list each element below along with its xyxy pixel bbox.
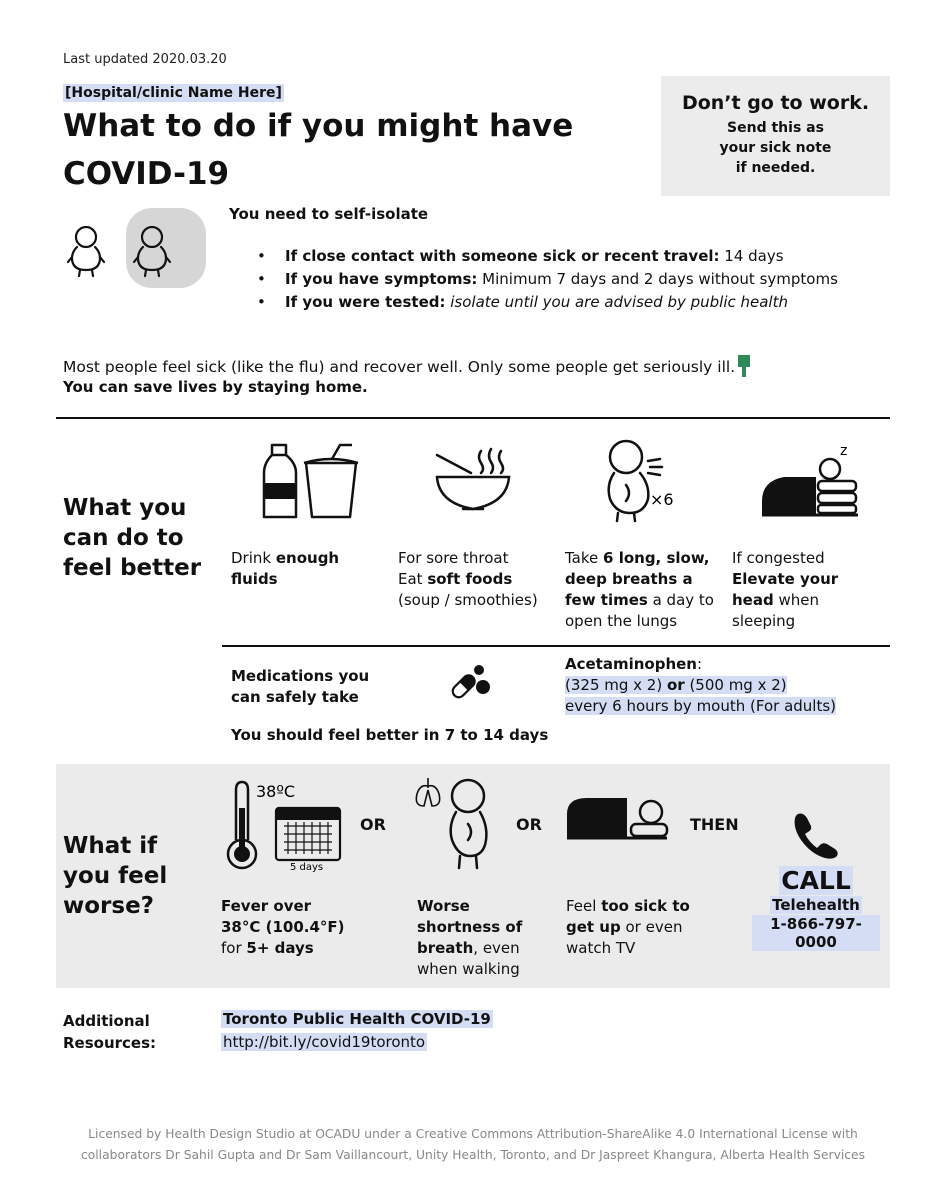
- text-line: Additional: [63, 1012, 150, 1030]
- additional-resources-label: [63, 1010, 156, 1054]
- license-footer: [60, 1124, 886, 1166]
- isolate-condition: If you were tested:: [285, 293, 446, 311]
- or-connector: OR: [360, 815, 386, 834]
- text-part: Eat: [398, 570, 428, 588]
- text-part: Feel: [566, 897, 602, 915]
- fluids-icon: [262, 443, 362, 523]
- dose-text: [565, 676, 787, 694]
- title-line: can do to: [63, 525, 184, 551]
- list-item: [257, 268, 838, 291]
- sick-note-line-2: your sick note: [719, 140, 832, 156]
- self-isolate-title: You need to self-isolate: [229, 205, 429, 223]
- text-line: Resources:: [63, 1034, 157, 1052]
- feel-better-title: [63, 493, 201, 583]
- text-line: Medications you: [231, 667, 370, 685]
- medications-label: [231, 666, 369, 708]
- text-line: when walking: [417, 960, 520, 978]
- telehealth-label: Telehealth: [772, 896, 860, 914]
- text-bold: few times: [565, 591, 648, 609]
- pills-icon: [449, 663, 497, 701]
- divider: [222, 645, 890, 647]
- deep-breath-person-icon: [604, 435, 684, 525]
- text-part: or even: [620, 918, 683, 936]
- text-bold: 5+ days: [246, 939, 314, 957]
- text-bold: enough: [275, 549, 340, 567]
- title-line-1: What to do if you might have: [63, 108, 574, 144]
- text-part: , even: [473, 939, 520, 957]
- text-bold: Worse: [417, 897, 470, 915]
- shortness-of-breath-text: [417, 896, 557, 980]
- temperature-label: 38ºC: [256, 782, 296, 801]
- isolate-condition: If close contact with someone sick or recent travel:: [285, 247, 720, 265]
- list-item: [257, 291, 838, 314]
- text-part: Take: [565, 549, 604, 567]
- text-bold: Fever over: [221, 897, 312, 915]
- text-part: a day to: [647, 591, 714, 609]
- text-bold: Elevate your: [732, 570, 839, 588]
- title-line: feel better: [63, 555, 202, 581]
- phone-icon: [791, 810, 841, 860]
- most-people-text: [63, 354, 751, 378]
- thermometer-calendar-icon: [224, 778, 344, 876]
- sick-note-box: [661, 76, 890, 196]
- text-part: Drink: [231, 549, 276, 567]
- telehealth-phone[interactable]: 1-866-797-0000: [752, 915, 880, 951]
- title-line: What if: [63, 833, 158, 859]
- text-bold: deep breaths a: [565, 570, 693, 588]
- isolate-condition: If you have symptoms:: [285, 270, 478, 288]
- self-isolate-list: [257, 245, 838, 314]
- text-bold: fluids: [231, 570, 278, 588]
- title-line: What you: [63, 495, 187, 521]
- isolate-duration: Minimum 7 days and 2 days without symptoms: [477, 270, 838, 288]
- or-connector: OR: [516, 815, 542, 834]
- resource-name: Toronto Public Health COVID-19: [223, 1010, 491, 1028]
- text-line: can safely take: [231, 688, 359, 706]
- text-line: (soup / smoothies): [398, 591, 538, 609]
- self-isolate-people-icon: [64, 206, 210, 292]
- text-bold: too sick to: [601, 897, 690, 915]
- deep-breaths-text: [565, 548, 730, 632]
- most-people-sentence: Most people feel sick (like the flu) and recover well. Only some people get seriously ill.: [63, 358, 736, 376]
- too-sick-bed-icon: [563, 794, 671, 846]
- isolate-duration: isolate until you are advised by public health: [445, 293, 788, 311]
- title-line: you feel: [63, 863, 168, 889]
- dose-frequency: every 6 hours by mouth (For adults): [565, 697, 837, 715]
- page-title: [63, 102, 583, 198]
- drink-fluids-text: [231, 548, 381, 590]
- title-line: worse?: [63, 893, 155, 919]
- list-item: [257, 245, 838, 268]
- text-line: open the lungs: [565, 612, 678, 630]
- text-bold: breath: [417, 939, 474, 957]
- text-line: sleeping: [732, 612, 796, 630]
- isolate-duration: 14 days: [719, 247, 784, 265]
- call-label: CALL: [781, 866, 851, 895]
- license-line: collaborators Dr Sahil Gupta and Dr Sam Vaillancourt, Unity Health, Toronto, and Dr Jaspreet Khangura, Alberta Health Services: [80, 1148, 866, 1162]
- hospital-name-placeholder: [Hospital/clinic Name Here]: [65, 85, 282, 101]
- last-updated: Last updated 2020.03.20: [63, 52, 227, 67]
- text-bold: soft foods: [427, 570, 513, 588]
- text-bold: 6 long, slow,: [603, 549, 710, 567]
- acetaminophen-info: Acetaminophen: (325 mg x 2) or (500 mg x 2) every 6 hours by mouth (For adults): [565, 655, 837, 715]
- title-line-2: COVID-19: [63, 156, 230, 192]
- text-bold: head: [732, 591, 774, 609]
- sick-note-heading: Don’t go to work.: [681, 92, 870, 114]
- sick-note-line-3: if needed.: [735, 160, 816, 176]
- elevate-head-text: [732, 548, 882, 632]
- soup-bowl-icon: [431, 447, 515, 517]
- save-lives-text: You can save lives by staying home.: [63, 378, 368, 396]
- text-bold: 38°C (100.4°F): [221, 918, 345, 936]
- then-connector: THEN: [690, 815, 739, 834]
- text-part: (500 mg x 2): [684, 676, 787, 694]
- text-part: (325 mg x 2): [565, 676, 667, 694]
- text-line: watch TV: [566, 939, 636, 957]
- text-part: for: [221, 939, 247, 957]
- feel-worse-title: [63, 831, 167, 921]
- flag-icon: [737, 354, 751, 378]
- too-sick-text: [566, 896, 736, 959]
- text-bold: get up: [566, 918, 621, 936]
- soft-foods-text: [398, 548, 563, 611]
- breath-count-label: ×6: [650, 490, 674, 509]
- feel-better-timeframe: You should feel better in 7 to 14 days: [231, 726, 549, 744]
- fever-text: [221, 896, 396, 959]
- text-bold: or: [666, 676, 685, 694]
- text-line: For sore throat: [398, 549, 509, 567]
- text-bold: shortness of: [417, 918, 523, 936]
- lungs-person-icon: [412, 776, 502, 876]
- text-line: If congested: [732, 549, 825, 567]
- divider: [56, 417, 890, 419]
- resource-link[interactable]: http://bit.ly/covid19toronto: [223, 1033, 426, 1051]
- license-line: Licensed by Health Design Studio at OCADU under a Creative Commons Attribution-ShareAlike 4.0 International License with: [88, 1127, 858, 1141]
- calendar-days-label: 5 days: [290, 862, 324, 873]
- call-telehealth: [752, 866, 880, 951]
- sleep-elevated-head-icon: [758, 441, 862, 527]
- drug-name: Acetaminophen: [565, 655, 697, 673]
- text-part: when: [773, 591, 819, 609]
- sleep-z-label: z: [840, 443, 848, 459]
- sick-note-line-1: Send this as: [727, 120, 824, 136]
